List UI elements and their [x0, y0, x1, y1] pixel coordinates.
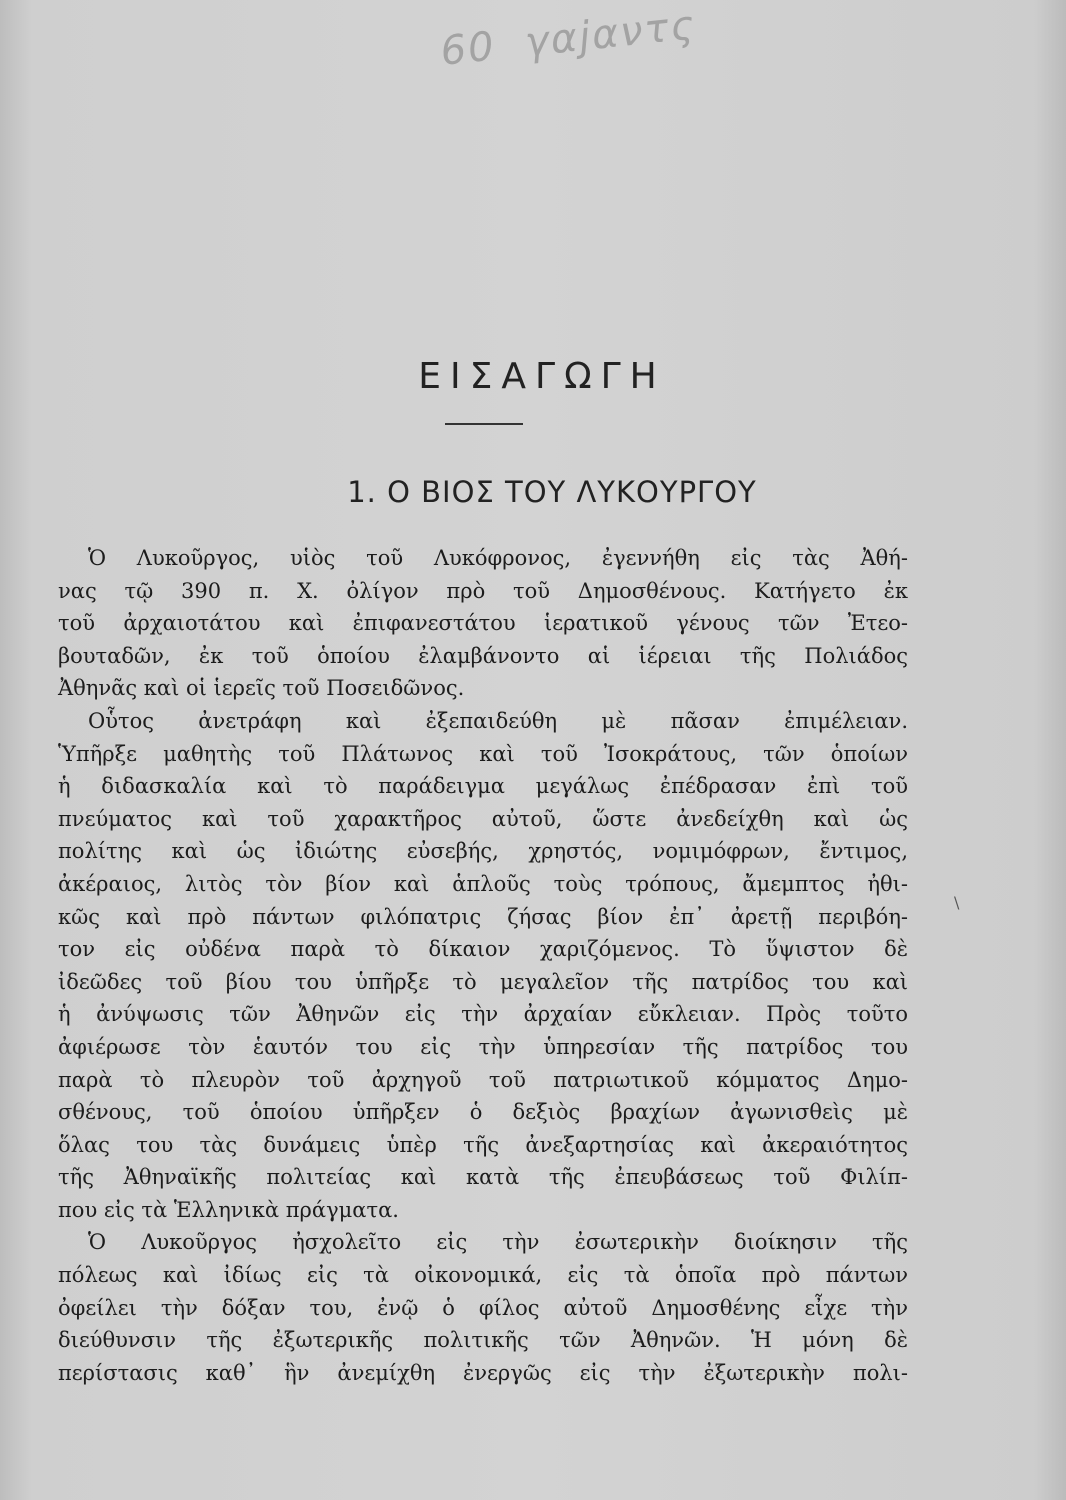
text-line: κῶς καὶ πρὸ πάντων φιλόπατρις ζήσας βίον ἐπ᾿ ἀρετῇ περιβόη- — [58, 904, 908, 929]
text-line: πολίτης καὶ ὡς ἰδιώτης εὐσεβής, χρηστός, νομιμόφρων, ἔντιμος, — [58, 839, 908, 864]
text-line: Ὁ Λυκοῦργος, υἱὸς τοῦ Λυκόφρονος, ἐγεννήθη εἰς τὰς Ἀθή- — [88, 546, 908, 570]
heading-divider — [445, 423, 523, 425]
handwritten-word: γαjαντς — [522, 2, 699, 66]
chapter-heading: ΕΙΣΑΓΩΓΗ — [418, 356, 666, 397]
section-heading: 1. Ο ΒΙΟΣ ΤΟΥ ΛΥΚΟΥΡΓΟΥ — [347, 475, 757, 509]
text-line: Ἀθηνᾶς καὶ οἱ ἱερεῖς τοῦ Ποσειδῶνος. — [58, 676, 465, 701]
text-line: ὅλας του τὰς δυνάμεις ὑπὲρ τῆς ἀνεξαρτησίας καὶ ἀκεραιότητος — [58, 1132, 908, 1157]
text-line: ἀφιέρωσε τὸν ἑαυτόν του εἰς τὴν ὑπηρεσίαν τῆς πατρίδος του — [58, 1034, 908, 1059]
text-line: πνεύματος καὶ τοῦ χαρακτῆρος αὐτοῦ, ὥστε ἀνεδείχθη καὶ ὡς — [58, 806, 908, 831]
text-line: ἡ ἀνύψωσις τῶν Ἀθηνῶν εἰς τὴν ἀρχαίαν εὔκλειαν. Πρὸς τοῦτο — [58, 1002, 908, 1027]
text-line: Ὁ Λυκοῦργος ἠσχολεῖτο εἰς τὴν ἐσωτερικὴν διοίκησιν τῆς — [88, 1230, 908, 1255]
text-line: Οὗτος ἀνετράφη καὶ ἐξεπαιδεύθη μὲ πᾶσαν ἐπιμέλειαν. — [88, 708, 908, 733]
text-line: ἀκέραιος, λιτὸς τὸν βίον καὶ ἁπλοῦς τοὺς τρόπους, ἄμεμπτος ἠθι- — [58, 871, 908, 896]
body-text — [58, 542, 908, 1389]
text-line: βουταδῶν, ἐκ τοῦ ὁποίου ἐλαμβάνοντο αἱ ἱέρειαι τῆς Πολιάδος — [58, 643, 908, 668]
text-line: νας τῷ 390 π. Χ. ὀλίγον πρὸ τοῦ Δημοσθένους. Κατήγετο ἐκ — [58, 578, 908, 603]
text-line: ἰδεῶδες τοῦ βίου του ὑπῆρξε τὸ μεγαλεῖον τῆς πατρίδος του καὶ — [58, 969, 908, 994]
text-line: τῆς Ἀθηναϊκῆς πολιτείας καὶ κατὰ τῆς ἐπευβάσεως τοῦ Φιλίπ- — [58, 1165, 908, 1190]
text-line: ἡ διδασκαλία καὶ τὸ παράδειγμα μεγάλως ἐπέδρασαν ἐπὶ τοῦ — [58, 774, 908, 799]
handwritten-number: 60 — [438, 23, 498, 75]
stray-mark: \ — [954, 893, 960, 912]
handwritten-note — [438, 0, 728, 75]
text-line: Ὑπῆρξε μαθητὴς τοῦ Πλάτωνος καὶ τοῦ Ἰσοκράτους, τῶν ὁποίων — [58, 741, 908, 766]
text-line: περίστασις καθ᾿ ἣν ἀνεμίχθη ἐνεργῶς εἰς τὴν ἐξωτερικὴν πολι- — [58, 1360, 908, 1385]
text-line: που εἰς τὰ Ἑλληνικὰ πράγματα. — [58, 1197, 399, 1222]
text-line: πόλεως καὶ ἰδίως εἰς τὰ οἰκονομικά, εἰς τὰ ὁποῖα πρὸ πάντων — [58, 1263, 908, 1288]
text-line: διεύθυνσιν τῆς ἐξωτερικῆς πολιτικῆς τῶν Ἀθηνῶν. Ἡ μόνη δὲ — [58, 1328, 908, 1353]
text-line: τον εἰς οὐδένα παρὰ τὸ δίκαιον χαριζόμενος. Τὸ ὕψιστον δὲ — [58, 937, 908, 962]
text-line: ὀφείλει τὴν δόξαν του, ἐνῷ ὁ φίλος αὐτοῦ Δημοσθένης εἶχε τὴν — [58, 1295, 908, 1320]
text-line: τοῦ ἀρχαιοτάτου καὶ ἐπιφανεστάτου ἱερατικοῦ γένους τῶν Ἐτεο- — [58, 611, 908, 636]
text-line: σθένους, τοῦ ὁποίου ὑπῆρξεν ὁ δεξιὸς βραχίων ἀγωνισθεὶς μὲ — [58, 1100, 908, 1125]
text-line: παρὰ τὸ πλευρὸν τοῦ ἀρχηγοῦ τοῦ πατριωτικοῦ κόμματος Δημο- — [58, 1067, 908, 1092]
